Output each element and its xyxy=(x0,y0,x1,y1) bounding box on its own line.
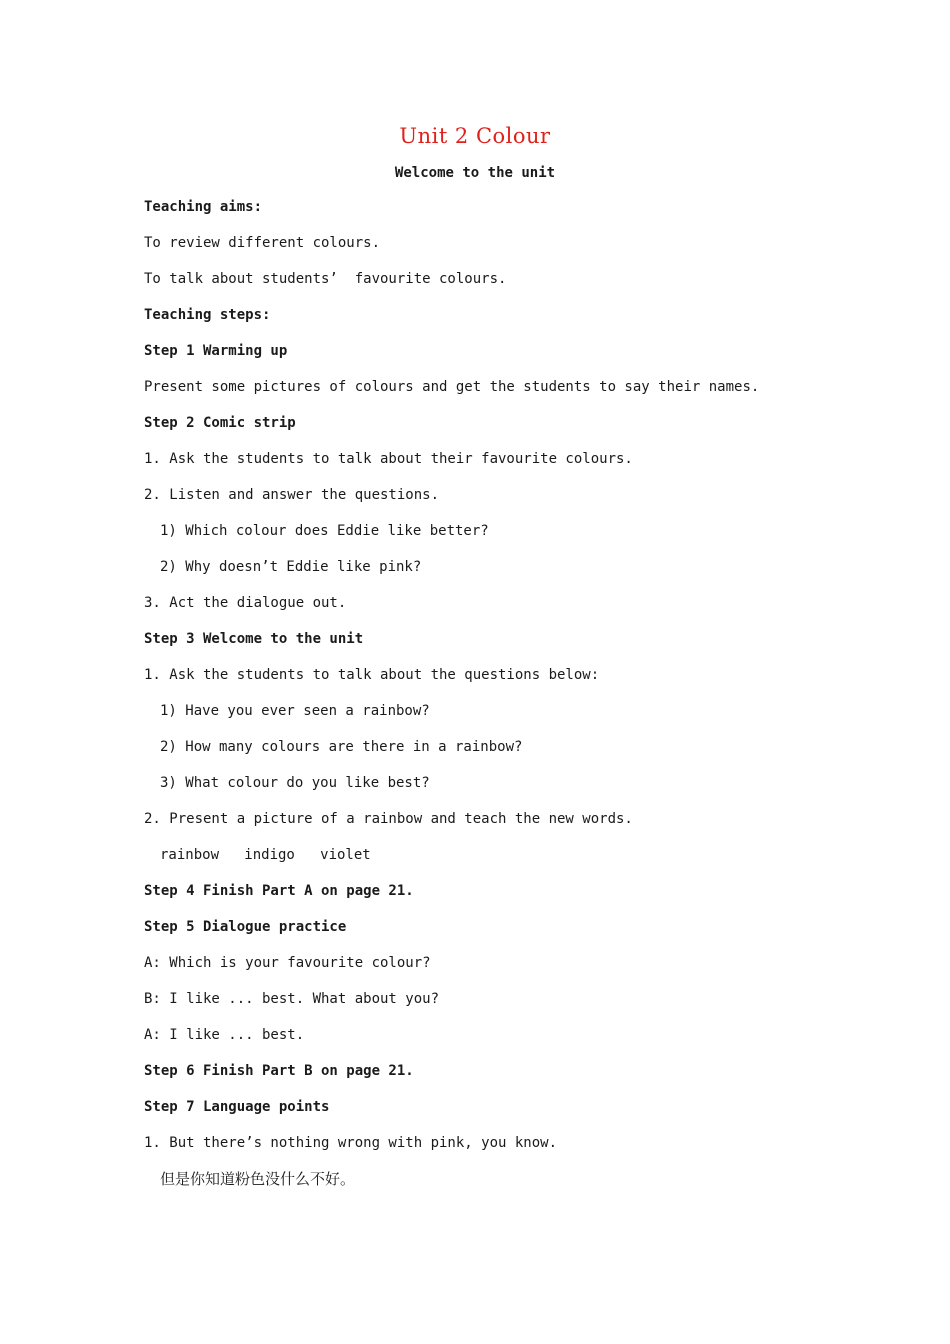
text-line: 2) How many colours are there in a rainbow? xyxy=(160,739,523,755)
section-heading: Step 2 Comic strip xyxy=(144,415,296,431)
document-subtitle: Welcome to the unit xyxy=(394,165,556,181)
text-line: 2) Why doesn’t Eddie like pink? xyxy=(160,559,422,575)
text-line: 1. Ask the students to talk about the questions below: xyxy=(144,667,600,683)
section-heading: Step 3 Welcome to the unit xyxy=(144,631,364,647)
section-heading: Step 1 Warming up xyxy=(144,343,288,359)
text-line: 但是你知道粉色没什么不好。 xyxy=(160,1170,356,1188)
text-line: 1) Have you ever seen a rainbow? xyxy=(160,703,430,719)
text-line: 1) Which colour does Eddie like better? xyxy=(160,523,489,539)
text-line: 1. But there’s nothing wrong with pink, you know. xyxy=(144,1135,558,1151)
text-line: 2. Present a picture of a rainbow and teach the new words. xyxy=(144,811,633,827)
text-line: Present some pictures of colours and get the students to say their names. xyxy=(144,379,760,395)
text-line: 3. Act the dialogue out. xyxy=(144,595,347,611)
text-line: To review different colours. xyxy=(144,235,381,251)
section-heading: Step 4 Finish Part A on page 21. xyxy=(144,883,414,899)
section-heading: Step 7 Language points xyxy=(144,1099,330,1115)
text-line: 3) What colour do you like best? xyxy=(160,775,430,791)
section-heading: Teaching steps: xyxy=(144,307,271,323)
section-heading: Step 5 Dialogue practice xyxy=(144,919,347,935)
document-title: Unit 2 Colour xyxy=(399,124,551,148)
text-line: 2. Listen and answer the questions. xyxy=(144,487,440,503)
text-line: A: I like ... best. xyxy=(144,1027,305,1043)
text-line: rainbow indigo violet xyxy=(160,847,371,863)
text-line: To talk about students’ favourite colours. xyxy=(144,271,507,287)
text-line: 1. Ask the students to talk about their favourite colours. xyxy=(144,451,633,467)
text-line: B: I like ... best. What about you? xyxy=(144,991,440,1007)
text-line: A: Which is your favourite colour? xyxy=(144,955,431,971)
section-heading: Teaching aims: xyxy=(144,199,263,215)
section-heading: Step 6 Finish Part B on page 21. xyxy=(144,1063,414,1079)
